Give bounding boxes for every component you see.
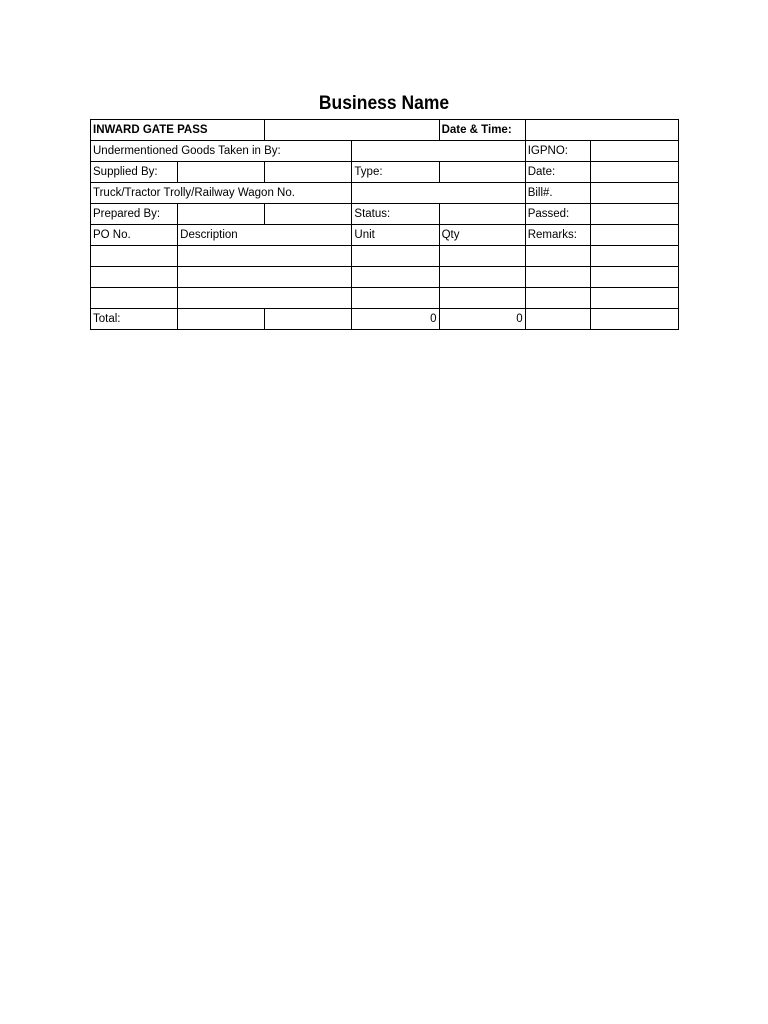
po-no-cell[interactable] [91,246,178,267]
type-label: Type: [352,162,439,183]
item-row [91,246,679,267]
bill-value-cell[interactable] [590,183,678,204]
remarks-extra-cell[interactable] [590,267,678,288]
description-cell[interactable] [178,288,352,309]
unit-header: Unit [352,225,439,246]
supplied-by-label: Supplied By: [91,162,178,183]
prepared-row [91,204,679,225]
description-cell[interactable] [178,267,352,288]
remarks-cell[interactable] [525,246,590,267]
prepared-by-label: Prepared By: [91,204,178,225]
qty-cell[interactable] [439,288,525,309]
qty-cell[interactable] [439,246,525,267]
po-no-cell[interactable] [91,288,178,309]
supplied-by-extra-cell[interactable] [265,162,352,183]
goods-taken-value-cell[interactable] [352,141,525,162]
date-time-value-cell[interactable] [525,120,678,141]
remarks-total-cell [525,309,590,330]
total-blank-cell [265,309,352,330]
remarks-extra-cell[interactable] [590,246,678,267]
date-label: Date: [525,162,590,183]
total-label: Total: [91,309,178,330]
passed-label: Passed: [525,204,590,225]
item-row [91,267,679,288]
goods-row [91,141,679,162]
description-cell[interactable] [178,246,352,267]
vehicle-row [91,183,679,204]
prepared-by-value-cell[interactable] [178,204,265,225]
goods-taken-label: Undermentioned Goods Taken in By: [91,141,352,162]
unit-total-value: 0 [352,309,439,330]
remarks-extra-cell[interactable] [590,288,678,309]
igpno-label: IGPNO: [525,141,590,162]
igpno-value-cell[interactable] [590,141,678,162]
gate-pass-table [90,119,679,330]
unit-cell[interactable] [352,246,439,267]
item-row [91,288,679,309]
column-header-row [91,225,679,246]
remarks-extra-header [590,225,678,246]
po-no-cell[interactable] [91,267,178,288]
remarks-cell[interactable] [525,288,590,309]
vehicle-label: Truck/Tractor Trolly/Railway Wagon No. [91,183,352,204]
po-no-header: PO No. [91,225,178,246]
qty-cell[interactable] [439,267,525,288]
bill-label: Bill#. [525,183,590,204]
qty-header: Qty [439,225,525,246]
remarks-cell[interactable] [525,267,590,288]
passed-value-cell[interactable] [590,204,678,225]
unit-cell[interactable] [352,267,439,288]
date-time-label: Date & Time: [439,120,525,141]
header-row [91,120,679,141]
supplied-by-value-cell[interactable] [178,162,265,183]
page-title: Business Name [318,93,450,114]
status-value-cell[interactable] [439,204,525,225]
description-header: Description [178,225,352,246]
type-value-cell[interactable] [439,162,525,183]
status-label: Status: [352,204,439,225]
remarks-header: Remarks: [525,225,590,246]
vehicle-value-cell[interactable] [352,183,525,204]
total-blank-cell [178,309,265,330]
form-name-cell: INWARD GATE PASS [91,120,265,141]
qty-total-value: 0 [439,309,525,330]
form-blank-cell[interactable] [265,120,439,141]
unit-cell[interactable] [352,288,439,309]
date-value-cell[interactable] [590,162,678,183]
prepared-by-extra-cell[interactable] [265,204,352,225]
total-row [91,309,679,330]
remarks-extra-total-cell [590,309,678,330]
supplier-row [91,162,679,183]
